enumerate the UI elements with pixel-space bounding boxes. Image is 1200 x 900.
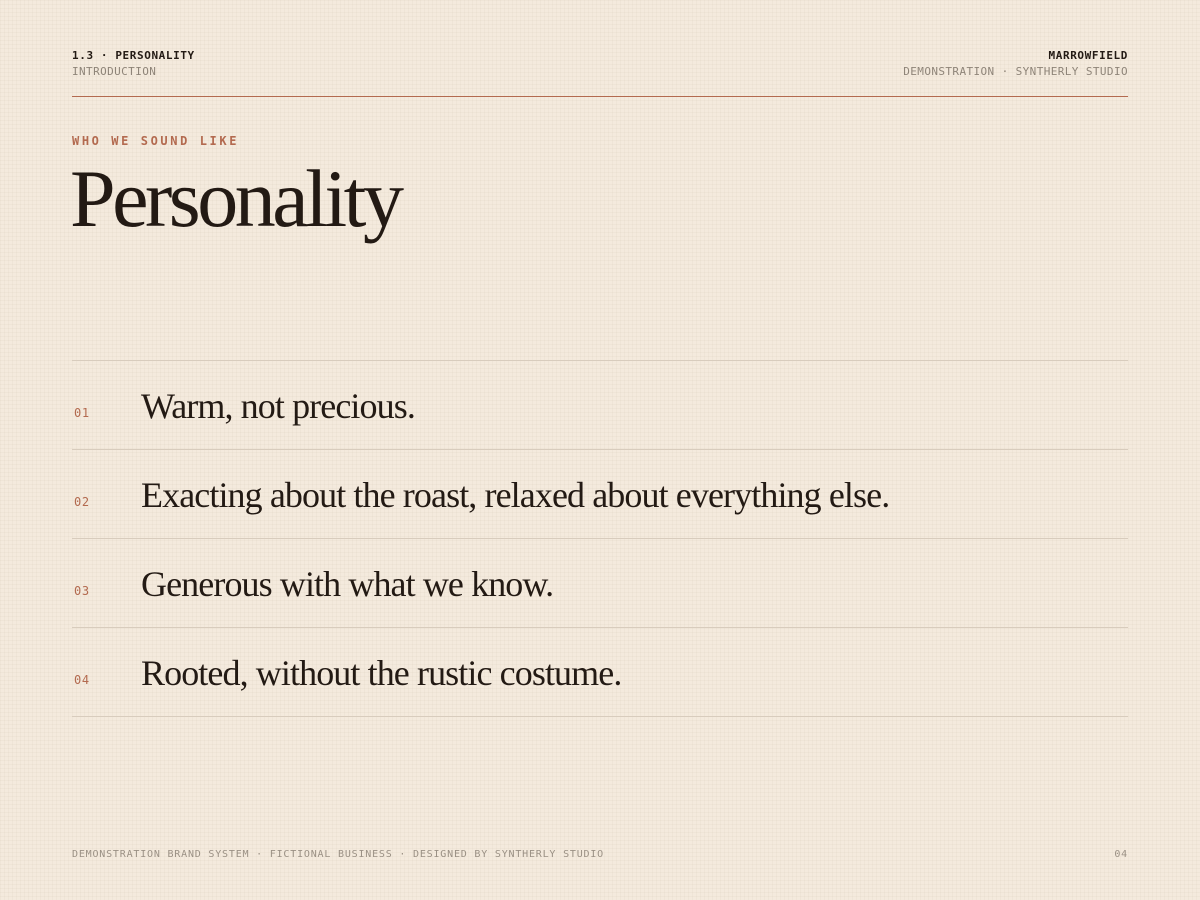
page-title: Personality <box>70 153 401 244</box>
brand-subtitle: DEMONSTRATION · SYNTHERLY STUDIO <box>903 65 1128 78</box>
header-divider <box>72 96 1128 97</box>
personality-traits-list <box>72 360 1128 717</box>
trait-text: Generous with what we know. <box>141 564 554 604</box>
trait-item <box>72 450 1128 539</box>
trait-number: 01 <box>74 406 90 420</box>
trait-number: 02 <box>74 495 90 509</box>
brand-name: MARROWFIELD <box>1048 49 1128 62</box>
trait-text: Exacting about the roast, relaxed about everything else. <box>141 475 890 515</box>
brand-guideline-page <box>72 0 1128 900</box>
trait-text: Rooted, without the rustic costume. <box>141 653 622 693</box>
brand-heading <box>903 49 1128 79</box>
section-subtitle: INTRODUCTION <box>72 65 157 78</box>
eyebrow-label: WHO WE SOUND LIKE <box>72 134 240 148</box>
trait-number: 04 <box>74 673 90 687</box>
section-id: 1.3 · PERSONALITY <box>72 49 195 62</box>
section-heading <box>72 49 195 79</box>
trait-item <box>72 539 1128 628</box>
page-header <box>72 49 1128 83</box>
page-footer <box>72 848 1128 862</box>
trait-item <box>72 361 1128 450</box>
trait-item <box>72 628 1128 717</box>
trait-text: Warm, not precious. <box>141 386 415 426</box>
trait-number: 03 <box>74 584 90 598</box>
footer-note: DEMONSTRATION BRAND SYSTEM · FICTIONAL BUSINESS · DESIGNED BY SYNTHERLY STUDIO <box>72 849 604 860</box>
page-number: 04 <box>1114 849 1128 860</box>
